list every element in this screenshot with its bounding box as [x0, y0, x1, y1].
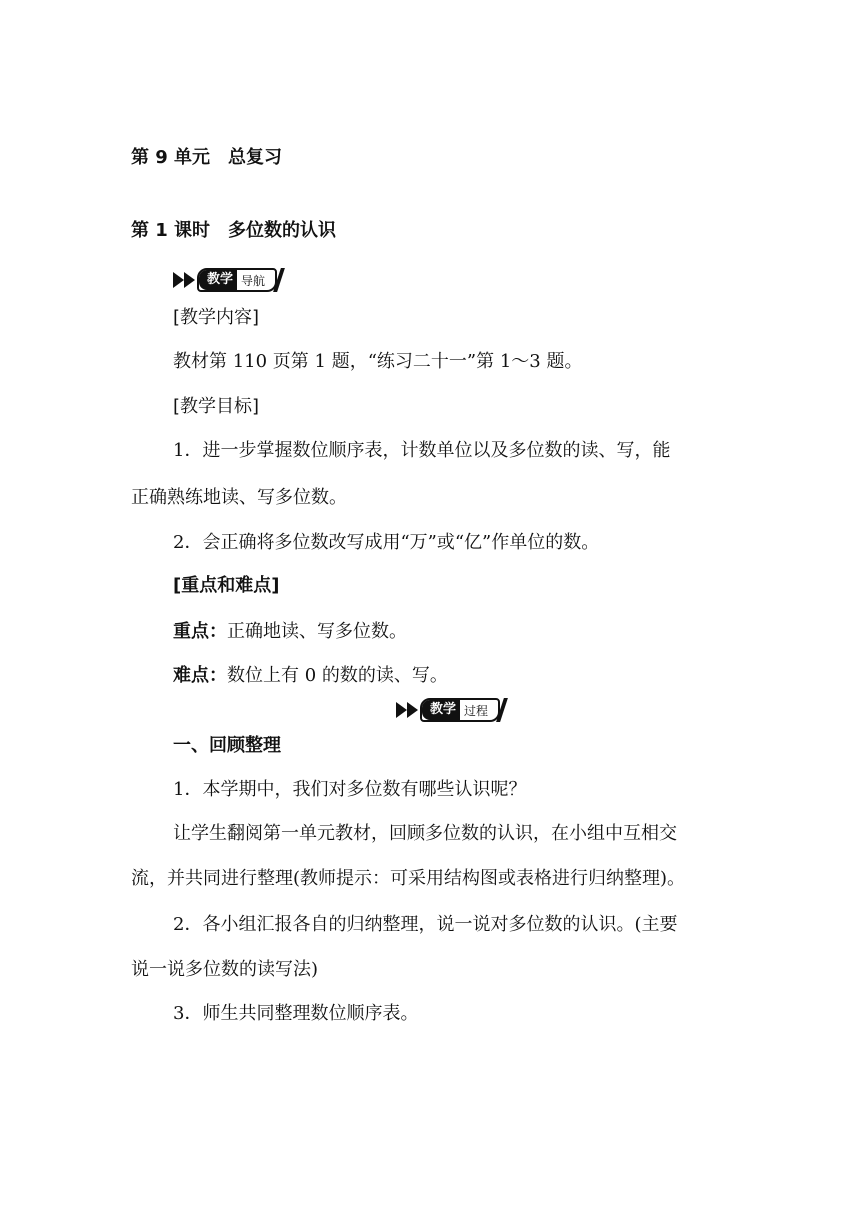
goals-heading: [教学目标] [173, 396, 260, 417]
process-p3-line-1: 2．各小组汇报各自的归纳整理，说一说对多位数的认识。(主要 [173, 914, 678, 935]
key-label: 重点： [173, 621, 227, 642]
badge-label-right: 过程 [464, 703, 489, 718]
goal-1-line-2: 正确熟练地读、写多位数。 [131, 487, 347, 508]
double-arrow-icon [173, 272, 195, 288]
process-p1: 1．本学期中，我们对多位数有哪些认识呢？ [173, 779, 527, 800]
content-text: 教材第 110 页第 1 题，“练习二十一”第 1～3 题。 [173, 351, 583, 372]
process-p2-line-1: 让学生翻阅第一单元教材，回顾多位数的认识，在小组中互相交 [173, 823, 677, 844]
lesson-title: 第 1 课时 多位数的认识 [131, 220, 337, 241]
difficult-text: 数位上有 0 的数的读、写。 [227, 665, 448, 686]
unit-title: 第 9 单元 总复习 [131, 147, 283, 168]
badge-label-left: 教学 [199, 270, 237, 290]
difficult-point [173, 664, 448, 688]
process-p3-line-2: 说一说多位数的读写法) [131, 959, 319, 980]
key-text: 正确地读、写多位数。 [227, 621, 407, 642]
double-arrow-icon [396, 702, 418, 718]
badge-label-right: 导航 [241, 273, 266, 288]
process-p4: 3．师生共同整理数位顺序表。 [173, 1003, 419, 1024]
key-difficult-heading: [重点和难点] [173, 575, 280, 596]
review-heading: 一、回顾整理 [173, 735, 281, 756]
difficult-label: 难点： [173, 665, 227, 686]
goal-1-line-1: 1．进一步掌握数位顺序表，计数单位以及多位数的读、写，能 [173, 440, 671, 461]
content-heading: [教学内容] [173, 307, 260, 328]
teaching-navigation-badge [173, 268, 277, 292]
process-p2-line-2: 流，并共同进行整理(教师提示：可采用结构图或表格进行归纳整理)。 [131, 868, 686, 889]
teaching-process-badge [396, 698, 500, 722]
key-point [173, 620, 407, 644]
goal-2: 2．会正确将多位数改写成用“万”或“亿”作单位的数。 [173, 532, 600, 553]
badge-label-left: 教学 [422, 700, 460, 720]
